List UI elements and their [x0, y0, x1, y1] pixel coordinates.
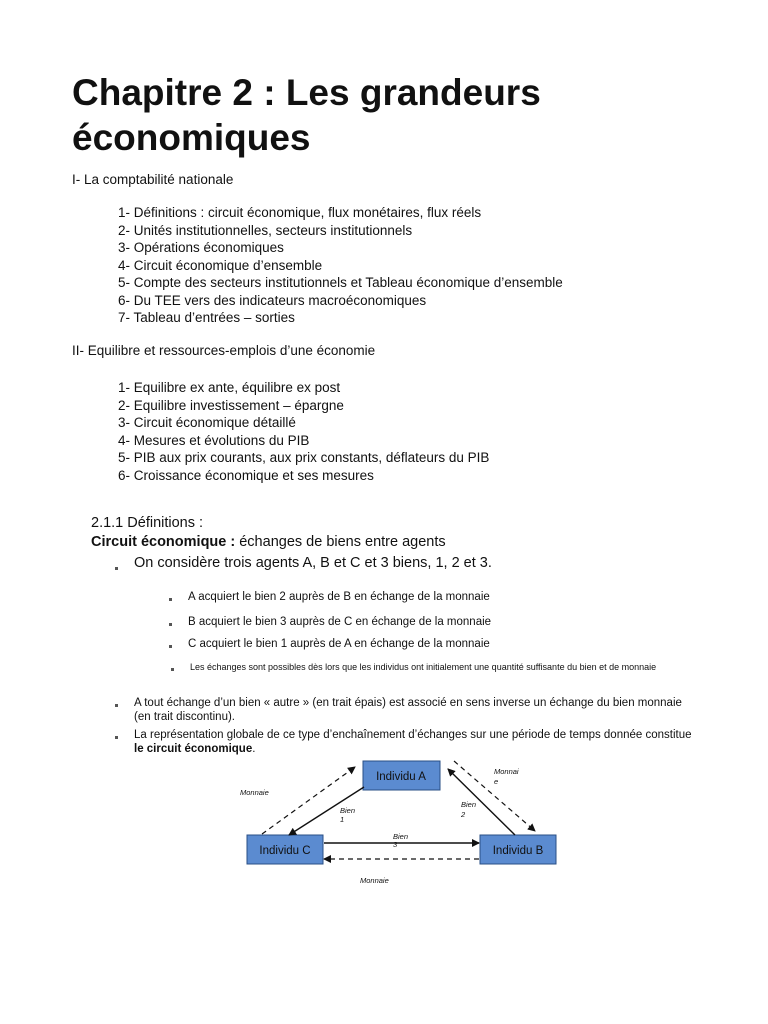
node-c-label: Individu C — [259, 845, 311, 857]
circuit-diagram — [74, 755, 694, 905]
slide-main-bullet: On considère trois agents A, B et C et 3 biens, 1, 2 et 3. — [134, 555, 492, 571]
label-bien2-2: 2 — [461, 810, 466, 819]
slide-subtitle: 2.1.1 Définitions : — [91, 515, 204, 531]
bullet-icon — [169, 594, 172, 603]
bullet-icon — [169, 641, 172, 650]
part1-item: 7- Tableau d’entrées – sorties — [118, 310, 295, 325]
paragraph-2-end: . — [252, 743, 256, 755]
node-a-label: Individu A — [376, 771, 426, 783]
part1-outline — [118, 204, 563, 327]
arrow-bien2 — [448, 769, 515, 835]
label-monnaie-right-2: e — [494, 777, 499, 786]
label-bien1-2: 1 — [340, 815, 345, 824]
part1-item: 1- Définitions : circuit économique, flux monétaires, flux réels — [118, 205, 482, 220]
paragraph-2-text: La représentation globale de ce type d’enchaînement d’échanges sur une période de temps donnée constitue — [134, 729, 692, 741]
note-text: Les échanges sont possibles dès lors que les individus ont initialement une quantité suffisante du bien et de monnaie — [190, 662, 657, 672]
definition-text: échanges de biens entre agents — [235, 534, 446, 550]
part2-item: 6- Croissance économique et ses mesures — [118, 467, 374, 483]
label-monnaie-left: Monnaie — [240, 788, 269, 797]
part2-outline — [118, 379, 489, 484]
slide-paragraph-2 — [134, 728, 694, 756]
label-bien1-1: Bien — [340, 806, 356, 815]
label-monnaie-right-1: Monnai — [494, 767, 519, 776]
part2-item: 2- Equilibre investissement – épargne — [118, 397, 344, 413]
embedded-slide — [74, 505, 694, 905]
paragraph-2-emphasis: le circuit économique — [134, 743, 253, 755]
slide-paragraph-1: A tout échange d’un bien « autre » (en trait épais) est associé en sens inverse un échange du bien monnaie (en trait discontinu). — [134, 697, 682, 723]
part2-item: 4- Mesures et évolutions du PIB — [118, 432, 310, 448]
part1-item: 5- Compte des secteurs institutionnels et Tableau économique d’ensemble — [118, 275, 563, 290]
part1-item: 3- Opérations économiques — [118, 240, 284, 255]
label-monnaie-bottom: Monnaie — [360, 876, 389, 885]
sub-bullet: A acquiert le bien 2 auprès de B en échange de la monnaie — [188, 591, 490, 603]
bullet-icon — [169, 619, 172, 628]
bullet-icon — [115, 732, 118, 741]
part2-item: 3- Circuit économique détaillé — [118, 415, 296, 430]
bullet-icon — [115, 700, 118, 709]
part1-heading: I- La comptabilité nationale — [72, 172, 234, 187]
sub-bullet: B acquiert le bien 3 auprès de C en échange de la monnaie — [188, 616, 492, 628]
part2-heading: II- Equilibre et ressources-emplois d’une économie — [72, 343, 376, 358]
part1-item: 2- Unités institutionnelles, secteurs institutionnels — [118, 222, 413, 238]
label-bien3-2: 3 — [393, 840, 398, 849]
label-bien3-1: Bien — [393, 832, 409, 841]
sub-bullet: C acquiert le bien 1 auprès de A en échange de la monnaie — [188, 638, 490, 650]
bullet-icon — [115, 563, 118, 572]
part1-item: 6- Du TEE vers des indicateurs macroéconomiques — [118, 292, 427, 308]
slide-definition — [91, 534, 446, 550]
node-b-label: Individu B — [492, 845, 544, 857]
part2-item: 1- Equilibre ex ante, équilibre ex post — [118, 380, 341, 395]
part2-item: 5- PIB aux prix courants, aux prix constants, déflateurs du PIB — [118, 450, 490, 465]
label-bien2-1: Bien — [461, 800, 477, 809]
definition-term: Circuit économique : — [91, 534, 236, 550]
part1-item: 4- Circuit économique d’ensemble — [118, 257, 323, 273]
bullet-icon — [171, 664, 174, 673]
page-title: Chapitre 2 : Les grandeurs économiques — [72, 72, 541, 158]
